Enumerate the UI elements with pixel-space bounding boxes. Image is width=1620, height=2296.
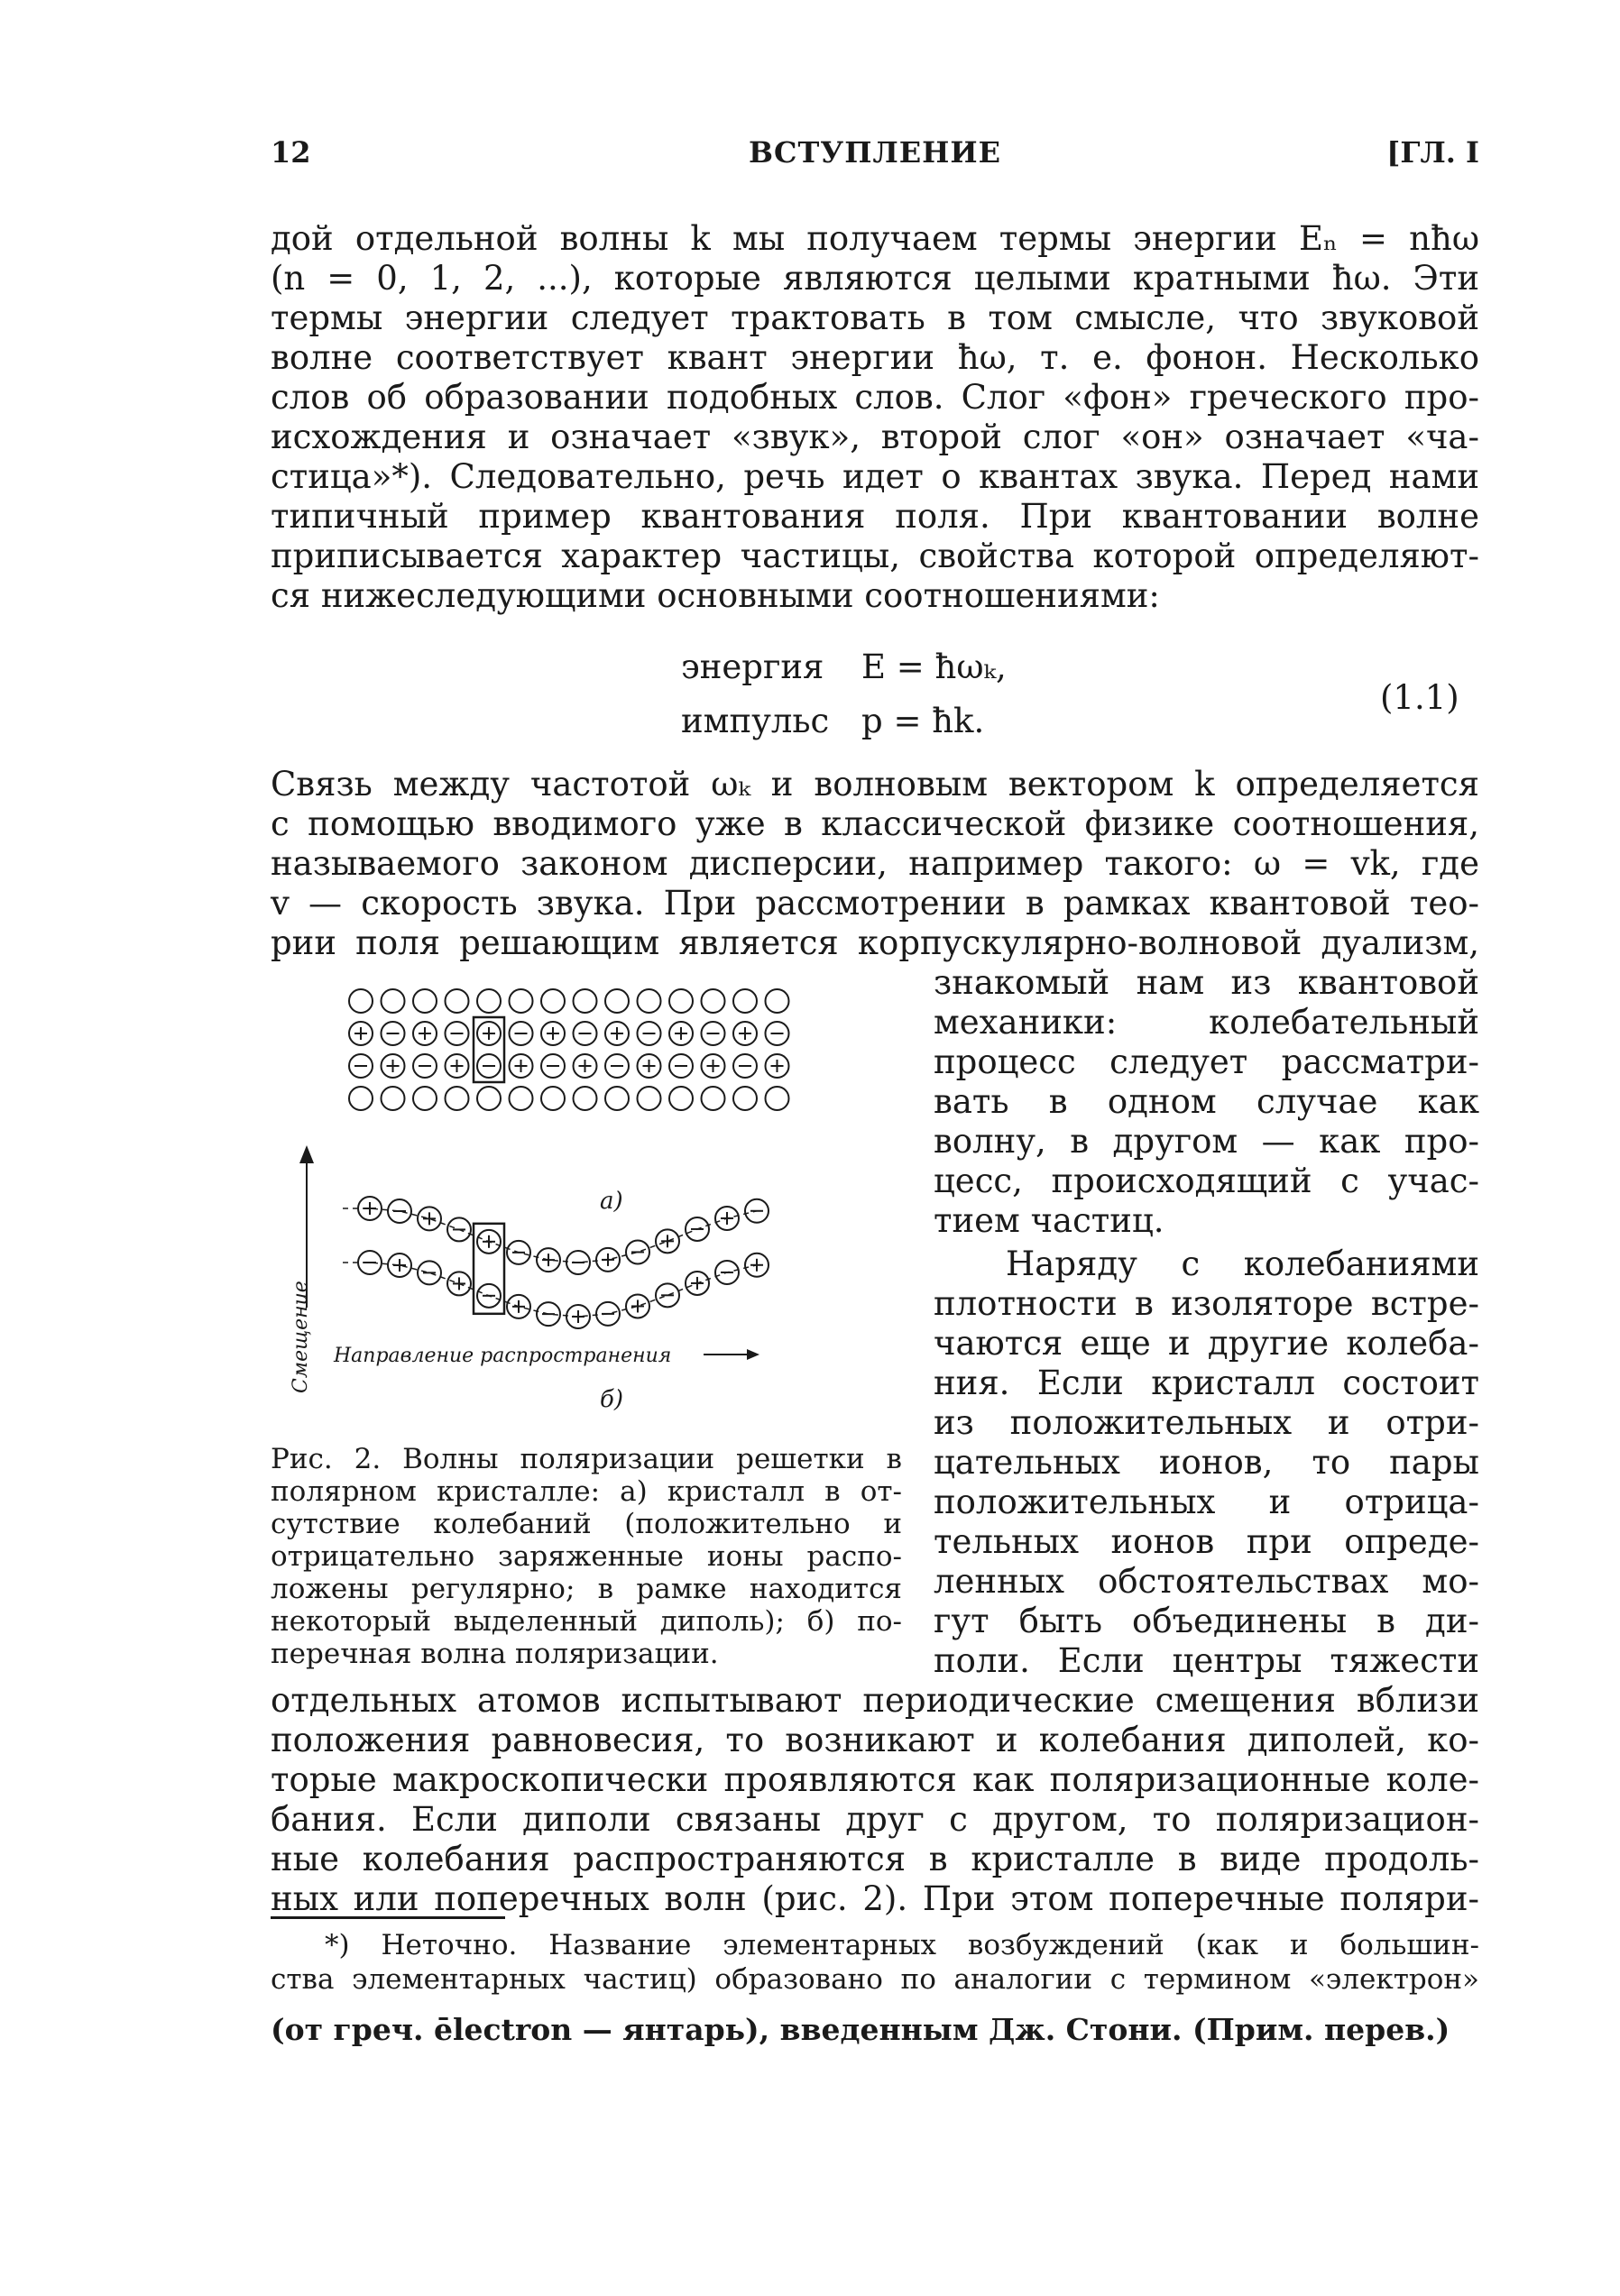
charged-ion	[702, 1054, 725, 1078]
charged-ion	[638, 1022, 661, 1045]
wave-ion-bottom	[537, 1302, 560, 1326]
ion-circle	[413, 1087, 437, 1110]
wave-ion-bottom	[418, 1261, 441, 1284]
wave-ion-top	[686, 1217, 709, 1241]
propagation-arrowhead	[747, 1349, 759, 1360]
neutral-ion	[574, 1087, 597, 1110]
text-line: исхождения и означает «звук», второй слог «он» означает «ча-	[271, 418, 1479, 456]
text-line: приписывается характер частицы, свойства которой определяют-	[271, 537, 1479, 575]
wave-ion-top	[447, 1217, 471, 1241]
ion-circle	[766, 989, 789, 1013]
ion-circle	[541, 989, 565, 1013]
charged-ion	[733, 1022, 757, 1045]
wave-ion-top	[507, 1241, 530, 1264]
neutral-ion	[382, 1087, 405, 1110]
charged-ion	[349, 1054, 373, 1078]
wave-ion-bottom	[656, 1283, 679, 1307]
wave-ion-bottom	[388, 1254, 411, 1277]
wave-ion-bottom	[715, 1261, 739, 1284]
neutral-ion	[349, 989, 373, 1013]
text-line: слов об образовании подобных слов. Слог «фон» греческого про-	[271, 378, 1479, 417]
ion-circle	[510, 989, 533, 1013]
charged-ion	[477, 1054, 501, 1078]
ion-circle	[477, 989, 501, 1013]
wave-ion-bottom	[745, 1254, 769, 1277]
wave-ion-bottom	[626, 1294, 649, 1318]
text-line: тием частиц.	[934, 1201, 1164, 1240]
wave-ion-top	[626, 1240, 649, 1263]
charged-ion	[382, 1022, 405, 1045]
ion-circle	[349, 989, 373, 1013]
ion-circle	[733, 989, 757, 1013]
running-header	[271, 135, 1479, 180]
wave-ion-top	[656, 1229, 679, 1253]
neutral-ion	[638, 989, 661, 1013]
ion-circle	[541, 1087, 565, 1110]
text-line: ных или поперечных волн (рис. 2). При этом поперечные поляри-	[271, 1879, 1479, 1918]
ion-circle	[510, 1087, 533, 1110]
charged-ion	[605, 1054, 629, 1078]
ion-circle	[446, 1087, 469, 1110]
text-line: с помощью вводимого уже в классической физике соотношения,	[271, 804, 1479, 843]
ion-circle	[702, 1087, 725, 1110]
charged-ion	[605, 1022, 629, 1045]
charged-ion	[669, 1054, 693, 1078]
charged-ion	[541, 1022, 565, 1045]
equation-row-energy	[681, 646, 1007, 689]
axis-label-displacement: Смещение	[290, 1281, 312, 1393]
ion-circle	[349, 1087, 373, 1110]
text-line: из положительных и отри-	[934, 1403, 1479, 1442]
wave-ion-top	[715, 1207, 739, 1230]
charged-ion	[574, 1022, 597, 1045]
text-line: чаются еще и другие колеба-	[934, 1324, 1479, 1363]
text-line: механики: колебательный	[934, 1003, 1479, 1042]
neutral-ion	[605, 989, 629, 1013]
equation-formula: p = ħk.	[861, 702, 985, 740]
caption-line: отрицательно заряженные ионы распо-	[271, 1540, 902, 1573]
charged-ion	[510, 1054, 533, 1078]
charged-ion	[510, 1022, 533, 1045]
equation-row-momentum	[681, 700, 984, 743]
caption-line: некоторый выделенный диполь); б) по-	[271, 1605, 902, 1638]
charged-ion	[382, 1054, 405, 1078]
ion-circle	[477, 1087, 501, 1110]
neutral-ion	[541, 1087, 565, 1110]
charged-ion	[477, 1022, 501, 1045]
wave-ion-top	[537, 1248, 560, 1272]
ion-circle	[669, 989, 693, 1013]
footnote-line: ства элементарных частиц) образовано по аналогии с термином «электрон»	[271, 1963, 1479, 1996]
text-line: ся нижеследующими основными соотношениями:	[271, 576, 1160, 615]
text-line: Связь между частотой ωₖ и волновым вектором k определяется	[271, 765, 1479, 804]
ion-circle	[669, 1087, 693, 1110]
wave-line-bottom	[343, 1263, 757, 1317]
neutral-ion	[413, 1087, 437, 1110]
text-line: ные колебания распространяются в кристалле в виде продоль-	[271, 1840, 1479, 1878]
text-line: цесс, происходящий с учас-	[934, 1162, 1479, 1200]
text-line: ния. Если кристалл состоит	[934, 1364, 1479, 1402]
wave-ion-bottom	[507, 1295, 530, 1318]
ion-circle	[605, 1087, 629, 1110]
text-line: стица»*). Следовательно, речь идет о квантах звука. Перед нами	[271, 457, 1479, 496]
neutral-ion	[669, 1087, 693, 1110]
wave-ion-bottom	[686, 1272, 709, 1295]
charged-ion	[669, 1022, 693, 1045]
neutral-ion	[349, 1087, 373, 1110]
ion-circle	[382, 1087, 405, 1110]
neutral-ion	[446, 989, 469, 1013]
equation-formula: E = ħωₖ,	[861, 647, 1007, 686]
wave-ion-top	[388, 1199, 411, 1223]
charged-ion	[638, 1054, 661, 1078]
charged-ion	[766, 1022, 789, 1045]
charged-ion	[702, 1022, 725, 1045]
wave-ion-top	[477, 1230, 501, 1254]
ion-circle	[766, 1087, 789, 1110]
neutral-ion	[510, 1087, 533, 1110]
wave-ion-top	[418, 1207, 441, 1230]
text-line: типичный пример квантования поля. При квантовании волне	[271, 497, 1479, 536]
wave-ion-bottom	[447, 1272, 471, 1295]
neutral-ion	[574, 989, 597, 1013]
charged-ion	[574, 1054, 597, 1078]
text-line: ленных обстоятельствах мо-	[934, 1562, 1479, 1601]
neutral-ion	[702, 989, 725, 1013]
text-line: Наряду с колебаниями	[1006, 1244, 1479, 1283]
text-line: цательных ионов, то пары	[934, 1443, 1479, 1482]
ion-circle	[382, 989, 405, 1013]
text-line: торые макроскопически проявляются как поляризационные коле-	[271, 1760, 1479, 1799]
charged-ion	[413, 1054, 437, 1078]
neutral-ion	[477, 989, 501, 1013]
caption-line: Рис. 2. Волны поляризации решетки в	[271, 1443, 902, 1475]
neutral-ion	[638, 1087, 661, 1110]
text-line: рии поля решающим является корпускулярно-волновой дуализм,	[271, 923, 1479, 962]
ion-circle	[413, 989, 437, 1013]
ion-circle	[638, 1087, 661, 1110]
neutral-ion	[510, 989, 533, 1013]
neutral-ion	[733, 989, 757, 1013]
equation-label: импульс	[681, 702, 830, 740]
neutral-ion	[382, 989, 405, 1013]
caption-line: полярном кристалле: а) кристалл в от-	[271, 1475, 902, 1508]
text-line: плотности в изоляторе встре-	[934, 1284, 1479, 1323]
wave-ion-bottom	[566, 1305, 590, 1328]
charged-ion	[446, 1022, 469, 1045]
ion-circle	[638, 989, 661, 1013]
ion-circle	[574, 989, 597, 1013]
text-line: термы энергии следует трактовать в том смысле, что звуковой	[271, 298, 1479, 337]
footnote-line: *) Неточно. Название элементарных возбуждений (как и большин-	[325, 1929, 1479, 1961]
text-line: называемого законом дисперсии, например такого: ω = vk, где	[271, 844, 1479, 883]
footnote-line: (от греч. ēlectron — янтарь), введенным Дж. Стони. (Прим. перев.)	[271, 2012, 1450, 2047]
ion-circle	[702, 989, 725, 1013]
ion-circle	[446, 989, 469, 1013]
page-number: 12	[271, 135, 311, 170]
wave-ion-bottom	[596, 1302, 620, 1326]
neutral-ion	[477, 1087, 501, 1110]
text-line: процесс следует рассматри-	[934, 1042, 1479, 1081]
ion-circle	[733, 1087, 757, 1110]
axis-label-propagation: Направление распространения	[334, 1345, 672, 1367]
figure-part-a	[349, 989, 789, 1110]
text-line: бания. Если диполи связаны друг с другом, то поляризацион-	[271, 1800, 1479, 1839]
neutral-ion	[766, 989, 789, 1013]
neutral-ion	[702, 1087, 725, 1110]
neutral-ion	[605, 1087, 629, 1110]
running-title: ВСТУПЛЕНИЕ	[748, 135, 1002, 170]
text-line: поли. Если центры тяжести	[934, 1641, 1479, 1680]
wave-ion-top	[566, 1251, 590, 1274]
text-line: волну, в другом — как про-	[934, 1122, 1479, 1161]
text-line: волне соответствует квант энергии ħω, т. е. фонон. Несколько	[271, 338, 1479, 377]
wave-ion-top	[745, 1199, 769, 1223]
equation-number: (1.1)	[1380, 678, 1459, 717]
text-line: положения равновесия, то возникают и колебания диполей, ко-	[271, 1721, 1479, 1759]
figure-polarization-waves	[271, 983, 920, 1434]
caption-line: перечная волна поляризации.	[271, 1638, 719, 1670]
charged-ion	[766, 1054, 789, 1078]
equation-label: энергия	[681, 647, 824, 686]
text-line: (n = 0, 1, 2, ...), которые являются целыми кратными ħω. Эти	[271, 259, 1479, 298]
text-line: дой отдельной волны k мы получаем термы энергии Eₙ = nħω	[271, 219, 1479, 258]
text-line: гут быть объединены в ди-	[934, 1602, 1479, 1640]
charged-ion	[733, 1054, 757, 1078]
charged-ion	[541, 1054, 565, 1078]
wave-ion-bottom	[358, 1251, 382, 1274]
charged-ion	[413, 1022, 437, 1045]
text-line: отдельных атомов испытывают периодические смещения вблизи	[271, 1681, 1479, 1720]
chapter-marker: [ГЛ. I	[1386, 135, 1479, 170]
caption-line: ложены регулярно; в рамке находится	[271, 1573, 902, 1605]
neutral-ion	[733, 1087, 757, 1110]
wave-ion-top	[358, 1197, 382, 1220]
text-line: тельных ионов при опреде-	[934, 1522, 1479, 1561]
neutral-ion	[766, 1087, 789, 1110]
text-line: знакомый нам из квантовой	[934, 963, 1479, 1002]
ion-circle	[574, 1087, 597, 1110]
displacement-arrowhead	[299, 1145, 314, 1163]
text-line: вать в одном случае как	[934, 1082, 1479, 1121]
footnote-rule	[271, 1916, 505, 1919]
text-line: положительных и отрица-	[934, 1483, 1479, 1521]
charged-ion	[446, 1054, 469, 1078]
figure-label-b: б)	[600, 1386, 624, 1413]
neutral-ion	[446, 1087, 469, 1110]
figure-label-a: а)	[600, 1188, 623, 1215]
wave-ion-top	[596, 1248, 620, 1272]
neutral-ion	[669, 989, 693, 1013]
wave-ion-bottom	[477, 1284, 501, 1308]
figure-part-b	[299, 1145, 769, 1360]
ion-circle	[605, 989, 629, 1013]
charged-ion	[349, 1022, 373, 1045]
neutral-ion	[541, 989, 565, 1013]
text-line: v — скорость звука. При рассмотрении в рамках квантовой тео-	[271, 884, 1479, 923]
neutral-ion	[413, 989, 437, 1013]
caption-line: сутствие колебаний (положительно и	[271, 1508, 902, 1540]
